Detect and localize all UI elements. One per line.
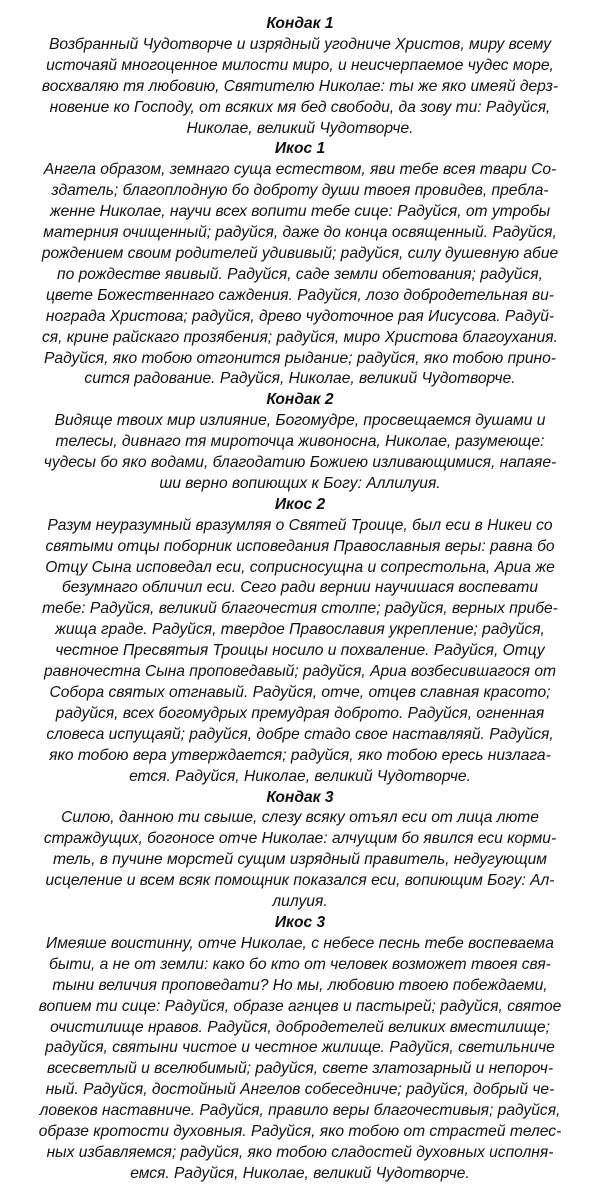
text-line: ется. Радуйся, Николае, великий Чудотворче. <box>129 767 471 785</box>
section-body <box>14 808 586 913</box>
section-body <box>14 35 586 140</box>
text-line: Разум неуразумный вразумляя о Святей Троице, был еси в Никеи со <box>47 516 553 534</box>
text-line: тебе: Радуйся, великий благочестия столпе; радуйся, верных прибе- <box>42 600 558 618</box>
section-title: Кондак 2 <box>266 391 334 409</box>
text-line: Силою, данною ти свыше, слезу всяку отъял еси от лица люте <box>61 809 539 827</box>
text-line: Николае, великий Чудотворче. <box>186 119 414 137</box>
text-line: радуйся, святыни чистое и честное жилище. Радуйся, светильниче <box>45 1039 555 1057</box>
text-line: яко тобою вера утверждается; радуйся, яко тобою ересь низлага- <box>49 746 551 764</box>
text-line: чудесы бо яко водами, благодатию Божиею изливающимися, напаяе- <box>43 454 557 472</box>
text-line: емся. Радуйся, Николае, великий Чудотворче. <box>130 1164 470 1182</box>
text-line: страждущих, богоносе отче Николае: алчущим бо явился еси корми- <box>43 830 557 848</box>
text-line: вопием ти сице: Радуйся, образе агнцев и пастырей; радуйся, святое <box>38 997 562 1015</box>
section-body <box>14 160 586 390</box>
text-line: ши верно вопиющих к Богу: Аллилуия. <box>159 474 441 492</box>
section-title: Кондак 1 <box>266 15 334 32</box>
text-line: женне Николае, научи всех вопити тебе сице: Радуйся, от утробы <box>49 203 551 221</box>
text-line: безумнаго обличил еси. Сего ради вернии научишася воспевати <box>61 579 539 597</box>
text-line: ся, крине райскаго прозябения; радуйся, миро Христова благоухания. <box>42 328 558 346</box>
text-line: быти, а не от земли: како бо кто от человек возможет твоея свя- <box>49 955 551 973</box>
text-line: Собора святых отгнавый. Радуйся, отче, отцев славная красото; <box>49 684 551 701</box>
text-line: ловеков наставниче. Радуйся, правило веры благочестивыя; радуйся, <box>39 1102 561 1120</box>
text-line: ных избавляемся; радуйся, яко тобою сладостей духовных исполня- <box>46 1143 554 1161</box>
text-line: честное Пресвятыя Троицы носило и похваление. Радуйся, Отцу <box>55 642 545 660</box>
text-line: радуйся, всех богомудрых премудрая доброто. Радуйся, огненная <box>55 704 545 722</box>
text-line: Имеяше воистинну, отче Николае, с небесе песнь тебе воспеваема <box>46 934 554 952</box>
text-line: жища граде. Радуйся, твердое Православия укрепление; радуйся, <box>55 621 545 639</box>
text-line: Отцу Сына исповедал еси, соприсносущна и сопрестольна, Ариа же <box>45 558 555 576</box>
text-line: источаяй многоценное милости миро, и неисчерпаемое чудес море, <box>46 56 554 74</box>
section-title: Икос 3 <box>274 913 326 931</box>
text-line: восхваляю тя любовию, Святителю Николае: ты же яко имеяй дерз- <box>41 77 559 95</box>
section-title: Икос 2 <box>274 495 326 513</box>
text-line: тыни величия проповедати? Но мы, любовию твоею побеждаеми, <box>52 976 548 994</box>
section-body <box>14 516 586 788</box>
text-line: нограда Христова; радуйся, древо чудоточное рая Иисусова. Радуй- <box>45 307 555 325</box>
text-line: всесветлый и вселюбимый; радуйся, свете златозарный и непороч- <box>46 1060 554 1078</box>
text-line: Видяще твоих мир излияние, Богомудре, просвещаемся душами и <box>54 412 546 430</box>
text-line: рождением своим родителей удививый; радуйся, силу душевную абие <box>41 244 559 262</box>
text-line: лилуия. <box>272 893 328 911</box>
section-body <box>14 934 586 1185</box>
text-line: матерния очищенный; радуйся, даже до конца освященный. Радуйся, <box>43 224 557 242</box>
text-line: Возбранный Чудотворче и изрядный угодниче Христов, миру всему <box>48 35 552 53</box>
section-title: Икос 1 <box>274 140 326 158</box>
text-line: сится радование. Радуйся, Николае, великий Чудотворче. <box>84 370 516 388</box>
text-line: Ангела образом, земнаго суща естеством, яви тебе всея твари Со- <box>43 161 557 179</box>
text-line: тель, в пучине морстей сущим изрядный правитель, недугующим <box>52 851 547 869</box>
text-line: образе кротости духовныя. Радуйся, яко тобою от страстей телес- <box>38 1123 562 1141</box>
text-line: по рождестве явивый. Радуйся, саде земли обетования; радуйся, <box>57 265 543 283</box>
text-line: телесы, дивнаго тя мироточца живоносна, Николае, разумеюще: <box>55 433 545 451</box>
section-body <box>14 411 586 495</box>
text-line: здатель; благоплодную бо доброту души твоея провидев, пребла- <box>51 182 549 200</box>
text-line: словеса испущаяй; радуйся, добре стадо свое наставляяй. Радуйся, <box>46 725 554 743</box>
text-line: цвете Божественнаго саждения. Радуйся, лозо добродетельная ви- <box>46 286 554 304</box>
text-line: ный. Радуйся, достойный Ангелов собеседниче; радуйся, добрый че- <box>45 1081 555 1099</box>
text-line: исцеление и всем всяк помощник показался еси, вопиющим Богу: Ал- <box>45 872 555 890</box>
section-title: Кондак 3 <box>266 788 334 806</box>
text-line: равночестна Сына проповедавый; радуйся, Ариа возбесившагося от <box>44 663 556 681</box>
text-line: Радуйся, яко тобою отгонится рыдание; радуйся, яко тобою прино- <box>44 349 556 367</box>
text-line: новение ко Господу, от всяких мя бед свободи, да зову ти: Радуйся, <box>49 98 551 116</box>
text-line: святыми отцы поборник исповедания Православныя веры: равна бо <box>45 537 555 555</box>
text-line: очистилище нравов. Радуйся, добродетелей великих вместилище; <box>50 1018 550 1036</box>
